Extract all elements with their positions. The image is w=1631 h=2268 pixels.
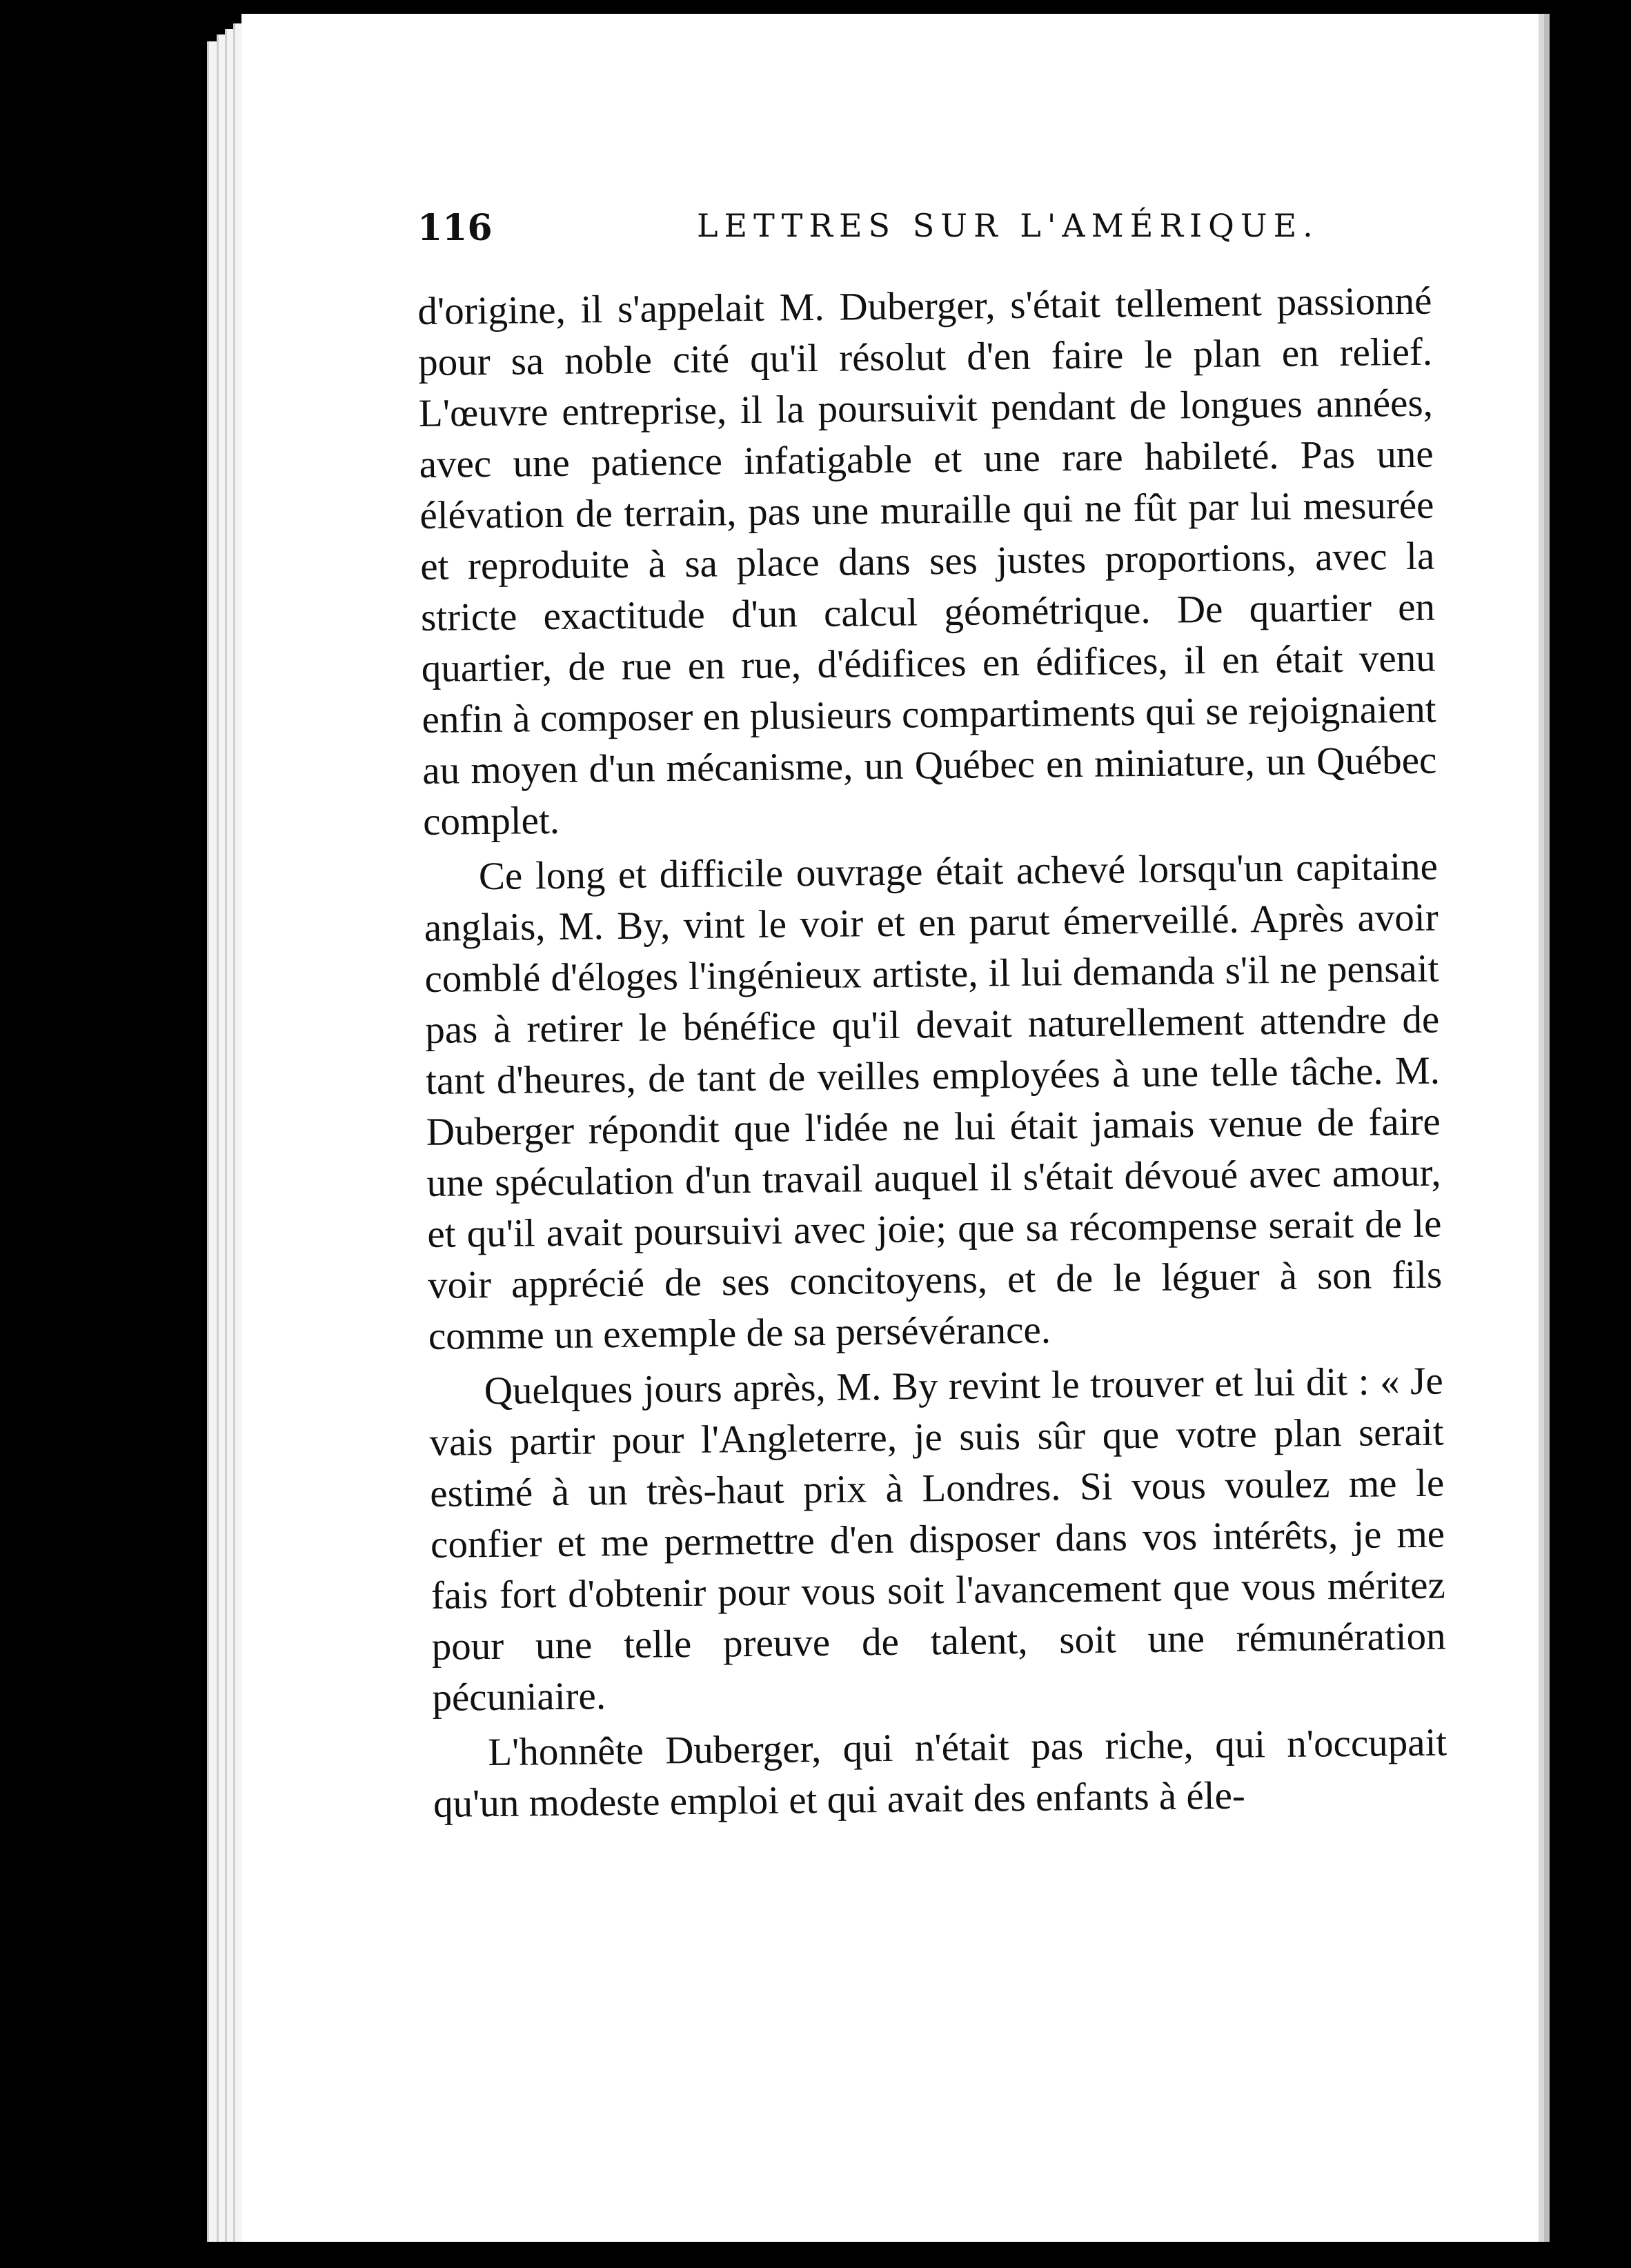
book — [207, 14, 1552, 2256]
running-title: LETTRES SUR L'AMÉRIQUE. — [697, 207, 1319, 244]
body-text — [417, 276, 1447, 1830]
paragraph-3: Quelques jours après, M. By revint le trouver et lui dit : « Je vais partir pour l'Angleterre, je suis sûr que votre plan serait estimé à un très-haut prix à Londres. Si vous voulez me le confier et me permettre d'en disposer dans vos intérêts, je me fais fort d'obtenir pour vous soit l'avancement que vous méritez pour une telle preuve de talent, soit une rémunération pécuniaire. — [429, 1359, 1446, 1720]
paragraph-2: Ce long et difficile ouvrage était achevé lorsqu'un capitaine anglais, M. By, vint le voir et en parut émerveillé. Après avoir comblé d'éloges l'ingénieux artiste, il lui demanda s'il ne pensait pas à retirer le bénéfice qu'il devait naturellement attendre de tant d'heures, de tant de veilles employées à une telle tâche. M. Duberger répondit que l'idée ne lui était jamais venue de faire une spéculation d'un travail auquel il s'était dévoué avec amour, et qu'il avait poursuivi avec joie; que sa récompense serait de le voir apprécié de ses concitoyens, et de le léguer à son fils comme un exemple de sa persévérance. — [424, 844, 1443, 1358]
book-page — [241, 14, 1539, 2242]
paragraph-1: d'origine, il s'appelait M. Duberger, s'était tellement passionné pour sa noble cité qu'il résolut d'en faire le plan en relief. L'œuvre entreprise, il la poursuivit pendant de longues années, avec une patience infatigable et une rare habileté. Pas une élévation de terrain, pas une muraille qui ne fût par lui mesurée et reproduite à sa place dans ses justes proportions, avec la stricte exactitude d'un calcul géométrique. De quartier en quartier, de rue en rue, d'édifices en édifices, il en était venu enfin à composer en plusieurs compartiments qui se rejoignaient au moyen d'un mécanisme, un Québec en miniature, un Québec complet. — [417, 279, 1437, 844]
page-number: 116 — [417, 207, 493, 249]
running-head — [241, 207, 1539, 262]
paragraph-4: L'honnête Duberger, qui n'était pas riche, qui n'occupait qu'un modeste emploi et qui avait des enfants à éle- — [433, 1720, 1447, 1826]
